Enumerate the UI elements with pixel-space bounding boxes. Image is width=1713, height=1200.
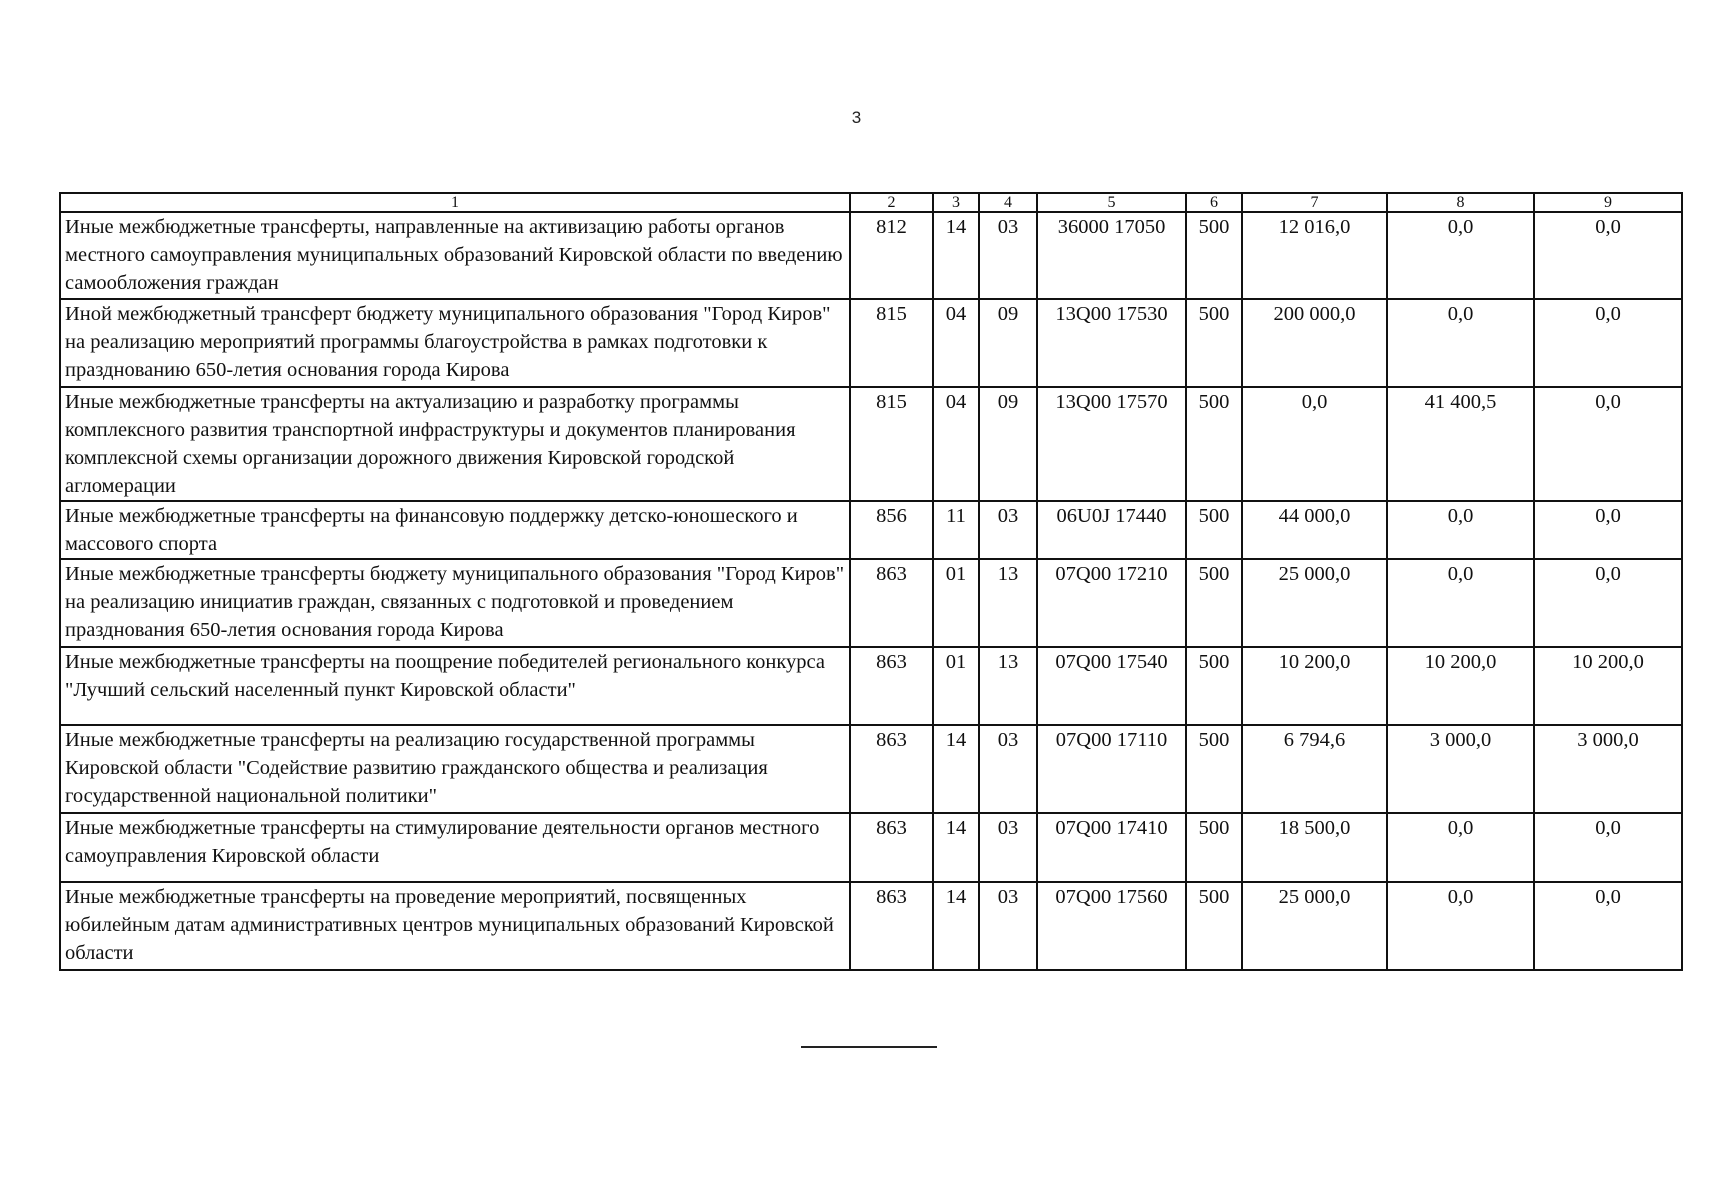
cell-col-3: 04 <box>933 299 979 387</box>
cell-col-2: 863 <box>850 647 933 725</box>
column-header-9: 9 <box>1534 193 1682 212</box>
cell-col-5: 13Q00 17530 <box>1037 299 1186 387</box>
table-row <box>60 813 1682 882</box>
cell-col-8: 0,0 <box>1387 501 1534 559</box>
cell-col-2: 863 <box>850 559 933 647</box>
budget-table <box>59 192 1683 971</box>
cell-col-9: 0,0 <box>1534 501 1682 559</box>
cell-col-7: 44 000,0 <box>1242 501 1387 559</box>
cell-col-9: 3 000,0 <box>1534 725 1682 813</box>
cell-col-6: 500 <box>1186 725 1242 813</box>
column-header-4: 4 <box>979 193 1037 212</box>
cell-col-8: 0,0 <box>1387 882 1534 970</box>
cell-col-2: 863 <box>850 882 933 970</box>
cell-col-7: 12 016,0 <box>1242 212 1387 299</box>
cell-col-4: 03 <box>979 501 1037 559</box>
closing-rule-line <box>801 1046 937 1048</box>
cell-col-4: 09 <box>979 387 1037 501</box>
cell-col-4: 03 <box>979 813 1037 882</box>
cell-col-5: 07Q00 17210 <box>1037 559 1186 647</box>
cell-col-6: 500 <box>1186 212 1242 299</box>
table-row <box>60 299 1682 387</box>
cell-col-3: 14 <box>933 882 979 970</box>
cell-col-2: 815 <box>850 299 933 387</box>
transfer-name: Иные межбюджетные трансферты бюджету муниципального образования "Город Киров" на реализацию инициатив граждан, связанных с подготовкой и проведением празднования 650-летия основания города Кирова <box>60 559 850 647</box>
cell-col-3: 14 <box>933 813 979 882</box>
table-row <box>60 559 1682 647</box>
cell-col-2: 812 <box>850 212 933 299</box>
transfer-name: Иные межбюджетные трансферты на поощрение победителей регионального конкурса "Лучший сельский населенный пункт Кировской области" <box>60 647 850 725</box>
transfer-name: Иные межбюджетные трансферты на реализацию государственной программы Кировской области "Содействие развитию гражданского общества и реализация государственной национальной политики" <box>60 725 850 813</box>
cell-col-3: 01 <box>933 647 979 725</box>
page-number: 3 <box>851 108 862 127</box>
cell-col-7: 6 794,6 <box>1242 725 1387 813</box>
cell-col-7: 10 200,0 <box>1242 647 1387 725</box>
table-row <box>60 501 1682 559</box>
cell-col-9: 0,0 <box>1534 387 1682 501</box>
transfer-name: Иные межбюджетные трансферты на финансовую поддержку детско-юношеского и массового спорта <box>60 501 850 559</box>
cell-col-8: 0,0 <box>1387 559 1534 647</box>
cell-col-9: 0,0 <box>1534 882 1682 970</box>
column-header-7: 7 <box>1242 193 1387 212</box>
column-header-2: 2 <box>850 193 933 212</box>
column-number-row <box>60 193 1682 212</box>
cell-col-3: 11 <box>933 501 979 559</box>
cell-col-9: 0,0 <box>1534 559 1682 647</box>
cell-col-9: 0,0 <box>1534 299 1682 387</box>
cell-col-2: 863 <box>850 725 933 813</box>
column-header-8: 8 <box>1387 193 1534 212</box>
cell-col-7: 18 500,0 <box>1242 813 1387 882</box>
cell-col-3: 14 <box>933 725 979 813</box>
cell-col-6: 500 <box>1186 882 1242 970</box>
cell-col-4: 13 <box>979 559 1037 647</box>
cell-col-4: 09 <box>979 299 1037 387</box>
cell-col-4: 13 <box>979 647 1037 725</box>
table-row <box>60 882 1682 970</box>
table-row <box>60 647 1682 725</box>
table-row <box>60 387 1682 501</box>
cell-col-8: 3 000,0 <box>1387 725 1534 813</box>
column-header-5: 5 <box>1037 193 1186 212</box>
cell-col-2: 815 <box>850 387 933 501</box>
cell-col-5: 36000 17050 <box>1037 212 1186 299</box>
cell-col-5: 07Q00 17410 <box>1037 813 1186 882</box>
cell-col-5: 06U0J 17440 <box>1037 501 1186 559</box>
table-row <box>60 725 1682 813</box>
cell-col-8: 0,0 <box>1387 299 1534 387</box>
cell-col-8: 0,0 <box>1387 212 1534 299</box>
cell-col-5: 07Q00 17540 <box>1037 647 1186 725</box>
cell-col-7: 25 000,0 <box>1242 559 1387 647</box>
cell-col-5: 13Q00 17570 <box>1037 387 1186 501</box>
cell-col-4: 03 <box>979 212 1037 299</box>
table-row <box>60 212 1682 299</box>
cell-col-5: 07Q00 17560 <box>1037 882 1186 970</box>
cell-col-3: 14 <box>933 212 979 299</box>
column-header-1: 1 <box>60 193 850 212</box>
cell-col-8: 10 200,0 <box>1387 647 1534 725</box>
transfer-name: Иные межбюджетные трансферты на проведение мероприятий, посвященных юбилейным датам административных центров муниципальных образований Кировской области <box>60 882 850 970</box>
cell-col-9: 0,0 <box>1534 212 1682 299</box>
cell-col-7: 25 000,0 <box>1242 882 1387 970</box>
cell-col-6: 500 <box>1186 813 1242 882</box>
cell-col-6: 500 <box>1186 559 1242 647</box>
cell-col-9: 10 200,0 <box>1534 647 1682 725</box>
cell-col-7: 0,0 <box>1242 387 1387 501</box>
cell-col-2: 863 <box>850 813 933 882</box>
transfer-name: Иной межбюджетный трансферт бюджету муниципального образования "Город Киров" на реализацию мероприятий программы благоустройства в рамках подготовки к празднованию 650-летия основания города Кирова <box>60 299 850 387</box>
cell-col-4: 03 <box>979 882 1037 970</box>
cell-col-6: 500 <box>1186 299 1242 387</box>
cell-col-4: 03 <box>979 725 1037 813</box>
cell-col-7: 200 000,0 <box>1242 299 1387 387</box>
transfer-name: Иные межбюджетные трансферты на актуализацию и разработку программы комплексного развития транспортной инфраструктуры и документов планирования комплексной схемы организации дорожного движения Кировской городской агломерации <box>60 387 850 501</box>
cell-col-2: 856 <box>850 501 933 559</box>
cell-col-6: 500 <box>1186 647 1242 725</box>
cell-col-3: 04 <box>933 387 979 501</box>
cell-col-8: 0,0 <box>1387 813 1534 882</box>
column-header-6: 6 <box>1186 193 1242 212</box>
cell-col-3: 01 <box>933 559 979 647</box>
cell-col-6: 500 <box>1186 501 1242 559</box>
cell-col-8: 41 400,5 <box>1387 387 1534 501</box>
cell-col-5: 07Q00 17110 <box>1037 725 1186 813</box>
cell-col-6: 500 <box>1186 387 1242 501</box>
transfer-name: Иные межбюджетные трансферты на стимулирование деятельности органов местного самоуправления Кировской области <box>60 813 850 882</box>
transfer-name: Иные межбюджетные трансферты, направленные на активизацию работы органов местного самоуправления муниципальных образований Кировской области по введению самообложения граждан <box>60 212 850 299</box>
cell-col-9: 0,0 <box>1534 813 1682 882</box>
column-header-3: 3 <box>933 193 979 212</box>
